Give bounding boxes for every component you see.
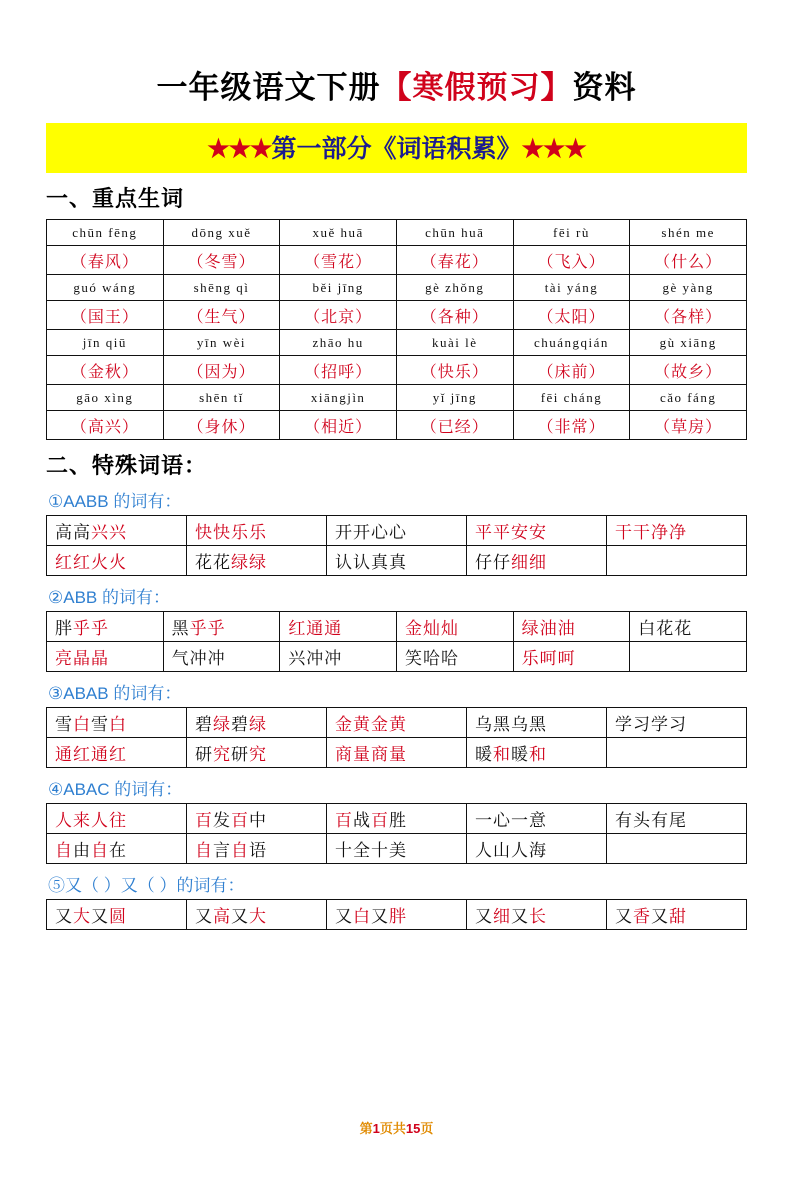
table-row	[47, 642, 747, 672]
vocab-pinyin-cell: fēi cháng	[513, 385, 630, 411]
vocab-word-cell: （冬雪）	[163, 246, 280, 275]
footer-page-number: 1	[372, 1121, 380, 1136]
word-cell: 一心一意	[467, 804, 607, 834]
word-cell: 乐呵呵	[513, 642, 630, 672]
vocab-word-row	[47, 356, 747, 385]
word-cell: 百发百中	[187, 804, 327, 834]
vocab-pinyin-row	[47, 330, 747, 356]
word-cell: 胖乎乎	[47, 612, 164, 642]
word-cell	[607, 738, 747, 768]
vocab-pinyin-cell: běi jīng	[280, 275, 397, 301]
word-cell: 又高又大	[187, 900, 327, 930]
word-group-table	[46, 899, 747, 930]
vocab-word-row	[47, 301, 747, 330]
word-cell: 又香又甜	[607, 900, 747, 930]
word-group-label: ③ABAB 的词有：	[48, 684, 182, 703]
word-group-table	[46, 707, 747, 768]
vocab-table	[46, 219, 747, 440]
vocab-pinyin-cell: tài yáng	[513, 275, 630, 301]
vocab-word-cell: （非常）	[513, 411, 630, 440]
table-row	[47, 804, 747, 834]
title-prefix: 一年级语文下册	[156, 70, 381, 105]
vocab-pinyin-cell: xuě huā	[280, 220, 397, 246]
document-page	[0, 62, 793, 1184]
section-1-heading: 一、重点生词	[46, 186, 185, 211]
vocab-pinyin-cell: kuài lè	[396, 330, 513, 356]
vocab-word-cell: （什么）	[630, 246, 747, 275]
vocab-word-cell: （生气）	[163, 301, 280, 330]
word-cell: 自言自语	[187, 834, 327, 864]
vocab-word-cell: （已经）	[396, 411, 513, 440]
special-word-groups	[46, 487, 747, 930]
word-cell: 暖和暖和	[467, 738, 607, 768]
word-cell: 快快乐乐	[187, 516, 327, 546]
vocab-pinyin-cell: gù xiāng	[630, 330, 747, 356]
vocab-word-cell: （国王）	[47, 301, 164, 330]
section-2-heading: 二、特殊词语：	[46, 453, 208, 478]
vocab-pinyin-row	[47, 220, 747, 246]
word-cell: 又白又胖	[327, 900, 467, 930]
word-cell: 兴冲冲	[280, 642, 397, 672]
vocab-word-cell: （各种）	[396, 301, 513, 330]
word-cell: 干干净净	[607, 516, 747, 546]
word-cell: 通红通红	[47, 738, 187, 768]
vocab-word-cell: （高兴）	[47, 411, 164, 440]
word-cell: 平平安安	[467, 516, 607, 546]
vocab-word-cell: （春花）	[396, 246, 513, 275]
word-group-table	[46, 803, 747, 864]
table-row	[47, 516, 747, 546]
vocab-pinyin-cell: gè yàng	[630, 275, 747, 301]
footer-total-pages: 15	[405, 1121, 421, 1136]
word-cell	[630, 642, 747, 672]
vocab-pinyin-cell: jīn qiū	[47, 330, 164, 356]
word-cell: 高高兴兴	[47, 516, 187, 546]
word-cell	[607, 834, 747, 864]
word-cell: 红红火火	[47, 546, 187, 576]
vocab-pinyin-cell: fēi rù	[513, 220, 630, 246]
vocab-pinyin-cell: xiāngjìn	[280, 385, 397, 411]
word-cell: 人来人往	[47, 804, 187, 834]
word-group-label: ②ABB 的词有：	[48, 588, 170, 607]
vocab-pinyin-row	[47, 275, 747, 301]
vocab-pinyin-cell: chūn huā	[396, 220, 513, 246]
word-cell: 自由自在	[47, 834, 187, 864]
word-group-label: ⑤又（ ）又（ ）的词有：	[48, 876, 245, 895]
vocab-pinyin-cell: yīn wèi	[163, 330, 280, 356]
table-row	[47, 834, 747, 864]
vocab-word-cell: （草房）	[630, 411, 747, 440]
word-cell: 白花花	[630, 612, 747, 642]
vocab-pinyin-cell: cǎo fáng	[630, 385, 747, 411]
word-cell: 十全十美	[327, 834, 467, 864]
word-cell: 红通通	[280, 612, 397, 642]
word-cell: 百战百胜	[327, 804, 467, 834]
title-bracket: 【寒假预习】	[380, 70, 573, 105]
vocab-pinyin-cell: shén me	[630, 220, 747, 246]
table-row	[47, 900, 747, 930]
vocab-word-cell: （快乐）	[396, 356, 513, 385]
vocab-word-cell: （相近）	[280, 411, 397, 440]
banner-text: 第一部分《词语积累》	[271, 136, 522, 163]
vocab-word-cell: （身休）	[163, 411, 280, 440]
vocab-pinyin-cell: guó wáng	[47, 275, 164, 301]
table-row	[47, 546, 747, 576]
vocab-word-cell: （各样）	[630, 301, 747, 330]
vocab-pinyin-cell: shēn tǐ	[163, 385, 280, 411]
word-cell: 亮晶晶	[47, 642, 164, 672]
word-group-label: ④ABAC 的词有：	[48, 780, 183, 799]
word-cell: 学习学习	[607, 708, 747, 738]
word-cell: 又细又长	[467, 900, 607, 930]
word-cell: 有头有尾	[607, 804, 747, 834]
vocab-pinyin-cell: gāo xìng	[47, 385, 164, 411]
vocab-word-row	[47, 246, 747, 275]
vocab-pinyin-cell: chūn fēng	[47, 220, 164, 246]
vocab-pinyin-row	[47, 385, 747, 411]
vocab-pinyin-cell: yǐ jīng	[396, 385, 513, 411]
vocab-word-cell: （床前）	[513, 356, 630, 385]
section-banner	[46, 123, 747, 173]
vocab-pinyin-cell: zhāo hu	[280, 330, 397, 356]
word-cell: 乌黑乌黑	[467, 708, 607, 738]
word-group-label: ①AABB 的词有：	[48, 492, 182, 511]
vocab-word-cell: （飞入）	[513, 246, 630, 275]
vocab-pinyin-cell: gè zhǒng	[396, 275, 513, 301]
vocab-word-cell: （因为）	[163, 356, 280, 385]
page-title	[46, 62, 747, 107]
word-cell: 认认真真	[327, 546, 467, 576]
word-cell: 笑哈哈	[396, 642, 513, 672]
vocab-word-cell: （北京）	[280, 301, 397, 330]
vocab-word-cell: （春风）	[47, 246, 164, 275]
word-cell: 研究研究	[187, 738, 327, 768]
word-cell: 人山人海	[467, 834, 607, 864]
word-group-table	[46, 515, 747, 576]
vocab-word-cell: （招呼）	[280, 356, 397, 385]
vocab-word-row	[47, 411, 747, 440]
table-row	[47, 708, 747, 738]
footer-page-label: 第	[359, 1121, 373, 1136]
word-cell: 金灿灿	[396, 612, 513, 642]
word-cell: 金黄金黄	[327, 708, 467, 738]
vocab-word-cell: （太阳）	[513, 301, 630, 330]
vocab-word-cell: （雪花）	[280, 246, 397, 275]
word-cell: 黑乎乎	[163, 612, 280, 642]
word-cell: 绿油油	[513, 612, 630, 642]
word-cell: 商量商量	[327, 738, 467, 768]
vocab-word-cell: （故乡）	[630, 356, 747, 385]
word-cell: 碧绿碧绿	[187, 708, 327, 738]
page-footer	[0, 1118, 793, 1137]
word-cell: 花花绿绿	[187, 546, 327, 576]
stars-left: ★★★	[207, 136, 272, 163]
word-cell: 仔仔细细	[467, 546, 607, 576]
word-cell: 又大又圆	[47, 900, 187, 930]
word-group-table	[46, 611, 747, 672]
vocab-pinyin-cell: dōng xuě	[163, 220, 280, 246]
title-suffix: 资料	[572, 70, 637, 105]
word-cell: 雪白雪白	[47, 708, 187, 738]
table-row	[47, 738, 747, 768]
word-cell	[607, 546, 747, 576]
vocab-pinyin-cell: chuángqián	[513, 330, 630, 356]
footer-mid-label: 页共	[379, 1121, 406, 1136]
word-cell: 开开心心	[327, 516, 467, 546]
vocab-pinyin-cell: shēng qì	[163, 275, 280, 301]
vocab-word-cell: （金秋）	[47, 356, 164, 385]
word-cell: 气冲冲	[163, 642, 280, 672]
footer-end-label: 页	[420, 1121, 434, 1136]
stars-right: ★★★	[521, 136, 586, 163]
table-row	[47, 612, 747, 642]
